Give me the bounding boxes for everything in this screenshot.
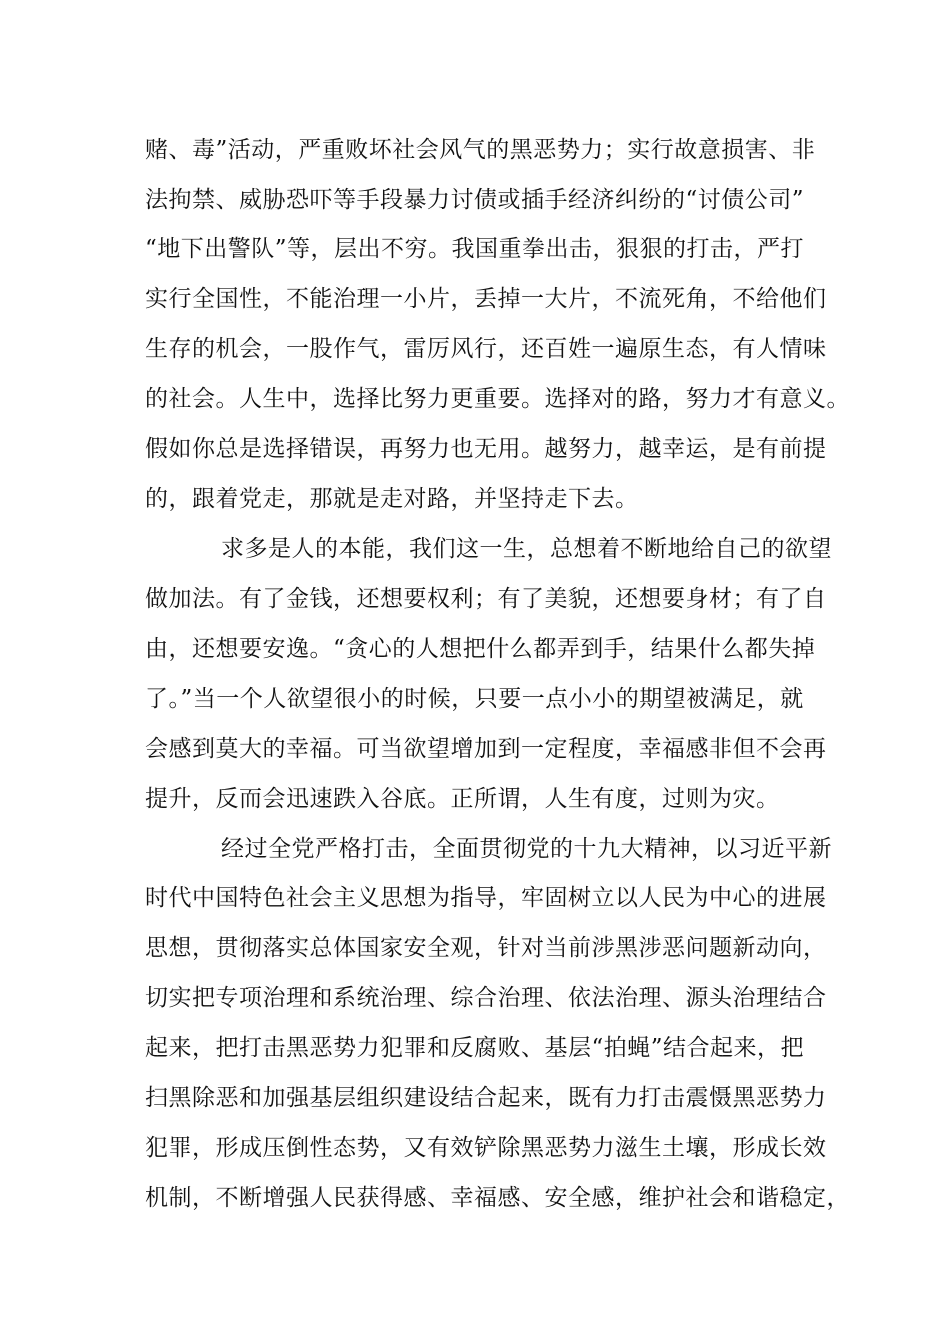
text-line: 思想，贯彻落实总体国家安全观，针对当前涉黑涉恶问题新动向， [145,935,827,961]
text-line: 时代中国特色社会主义思想为指导，牢固树立以人民为中心的进展 [145,885,827,911]
text-line: 做加法。有了金钱，还想要权利；有了美貌，还想要身材；有了自 [145,586,827,612]
text-line: 法拘禁、威胁恐吓等手段暴力讨债或插手经济纠纷的“讨债公司” [145,187,805,213]
text-line: 由，还想要安逸。“贪心的人想把什么都弄到手，结果什么都失掉 [145,636,816,662]
text-line: 扫黑除恶和加强基层组织建设结合起来，既有力打击震慑黑恶势力 [145,1085,827,1111]
text-line: 的社会。人生中，选择比努力更重要。选择对的路，努力才有意义。 [145,386,850,412]
text-line: 提升，反而会迅速跌入谷底。正所谓，人生有度，过则为灾。 [145,786,780,812]
text-line: 实行全国性，不能治理一小片，丢掉一大片，不流死角，不给他们 [145,286,827,312]
text-line: 会感到莫大的幸福。可当欲望增加到一定程度，幸福感非但不会再 [145,736,827,762]
paragraph-first-line: 求多是人的本能，我们这一生，总想着不断地给自己的欲望 [221,536,832,562]
text-line: 犯罪，形成压倒性态势，又有效铲除黑恶势力滋生土壤，形成长效 [145,1135,827,1161]
text-line: 生存的机会，一股作气，雷厉风行，还百姓一遍原生态，有人情味 [145,336,827,362]
text-line: 了。”当一个人欲望很小的时候，只要一点小小的期望被满足，就 [145,686,804,712]
text-line: 机制，不断增强人民获得感、幸福感、安全感，维护社会和谐稳定， [145,1185,850,1211]
text-line: 赌、毒”活动，严重败坏社会风气的黑恶势力；实行故意损害、非 [145,137,816,163]
text-line: 假如你总是选择错误，再努力也无用。越努力，越幸运，是有前提 [145,436,827,462]
text-line: 起来，把打击黑恶势力犯罪和反腐败、基层“拍蝇”结合起来，把 [145,1035,805,1061]
text-line: “地下出警队”等，层出不穷。我国重拳出击，狠狠的打击，严打 [145,236,805,262]
paragraph-first-line: 经过全党严格打击，全面贯彻党的十九大精神，以习近平新 [221,836,832,862]
text-line: 切实把专项治理和系统治理、综合治理、依法治理、源头治理结合 [145,985,827,1011]
text-line: 的，跟着党走，那就是走对路，并坚持走下去。 [145,486,639,512]
